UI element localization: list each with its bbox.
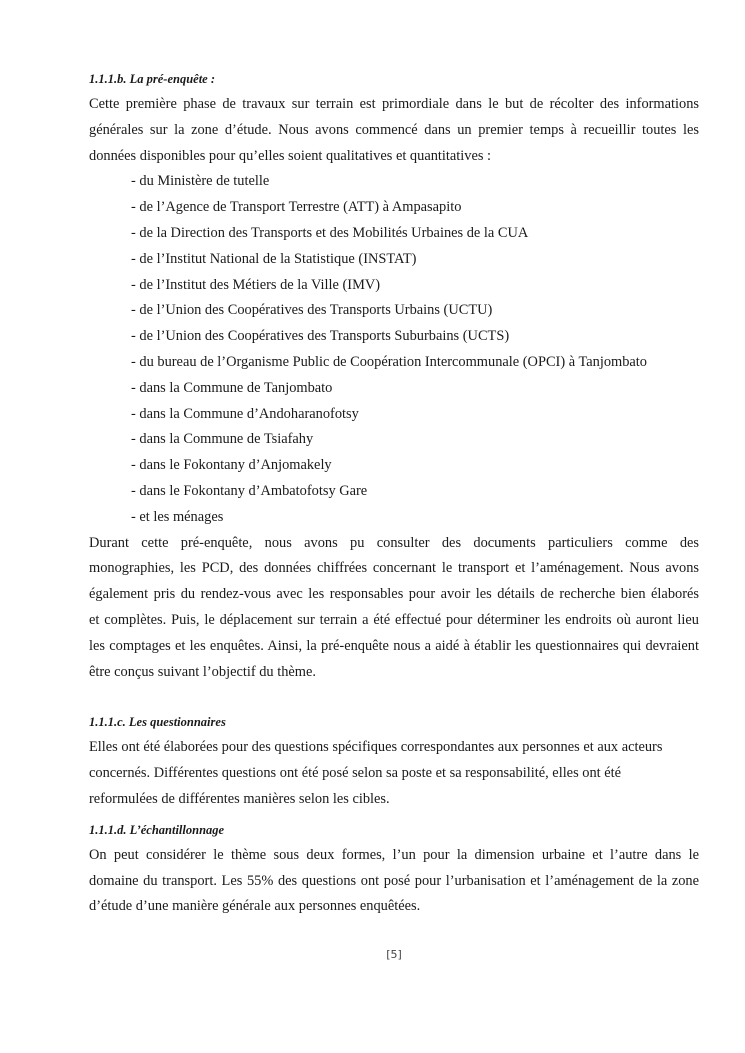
section-heading-pre-enquete: 1.1.1.b. La pré-enquête : (89, 72, 216, 86)
list-item: - dans le Fokontany d’Ambatofotsy Gare (131, 482, 368, 499)
section-heading-echantillonnage: 1.1.1.d. L’échantillonnage (89, 822, 225, 837)
spacer (89, 685, 699, 709)
list-item: - dans le Fokontany d’Anjomakely (131, 457, 332, 474)
list-item: - du Ministère de tutelle (131, 173, 270, 190)
list-item: - du bureau de l’Organisme Public de Coopération Intercommunale (OPCI) à Tanjombato (131, 353, 647, 370)
list-item: - de l’Union des Coopératives des Transports Urbains (UCTU) (131, 302, 493, 319)
list-item: - de l’Institut National de la Statistique (INSTAT) (131, 250, 417, 267)
paragraph-pre-enquete-summary (89, 531, 699, 686)
paragraph-echantillonnage (89, 843, 699, 920)
list-item: - dans la Commune d’Andoharanofotsy (131, 405, 359, 422)
text-line: être conçus suivant l’objectif du thème. (89, 663, 316, 680)
text-line: générales sur la zone d’étude. Nous avons commencé dans un premier temps à recueillir toutes les (89, 121, 699, 138)
list-item: - dans la Commune de Tsiafahy (131, 431, 314, 448)
text-line: Durant cette pré-enquête, nous avons pu consulter des documents particuliers comme des (89, 534, 699, 551)
list-item: - de l’Agence de Transport Terrestre (ATT) à Ampasapito (131, 199, 462, 216)
sources-list (89, 169, 699, 530)
text-line: et complètes. Puis, le déplacement sur terrain a été effectué pour déterminer les endroits où auront lieu (89, 611, 699, 628)
list-item: - de l’Institut des Métiers de la Ville (IMV) (131, 276, 381, 293)
text-line: Cette première phase de travaux sur terrain est primordiale dans le but de récolter des informations (89, 96, 699, 112)
text-line: reformulées de différentes manières selon les cibles. (89, 790, 390, 807)
text-line: On peut considérer le thème sous deux formes, l’un pour la dimension urbaine et l’autre dans le (89, 846, 699, 863)
text-line: domaine du transport. Les 55% des questions ont posé pour l’urbanisation et l’aménagement de la zone (89, 872, 699, 889)
list-item: - dans la Commune de Tanjombato (131, 379, 333, 396)
list-item: - de la Direction des Transports et des Mobilités Urbaines de la CUA (131, 224, 529, 241)
document-page (89, 66, 699, 920)
text-line: également pris du rendez-vous avec les responsables pour avoir les détails de recherche bien élaborés (89, 586, 699, 603)
text-line: données disponibles pour qu’elles soient qualitatives et quantitatives : (89, 147, 492, 164)
paragraph-questionnaires (89, 735, 699, 812)
text-line: concernés. Différentes questions ont été posé selon sa poste et sa responsabilité, elles ont été (89, 765, 622, 782)
text-line: Elles ont été élaborées pour des questions spécifiques correspondantes aux personnes et aux acteurs (89, 739, 663, 756)
list-item: - de l’Union des Coopératives des Transports Suburbains (UCTS) (131, 328, 510, 345)
text-line: d’étude d’une manière générale aux personnes enquêtées. (89, 898, 421, 915)
paragraph-intro (89, 92, 699, 169)
text-line: monographies, les PCD, des données chiffrées concernant le transport et l’aménagement. Nous avons (89, 560, 699, 577)
text-line: les comptages et les enquêtes. Ainsi, la pré-enquête nous a aidé à établir les questionnaires qui devraient (89, 637, 699, 654)
section-heading-questionnaires: 1.1.1.c. Les questionnaires (89, 715, 226, 730)
list-item: - et les ménages (131, 508, 224, 525)
page-number: [5] (386, 948, 402, 961)
